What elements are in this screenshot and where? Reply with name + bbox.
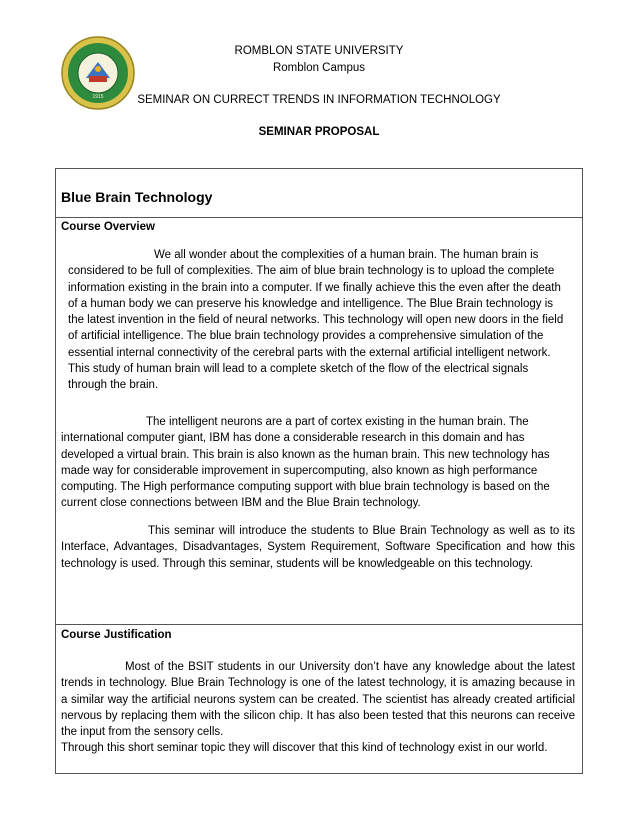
campus-name: Romblon Campus — [272, 62, 366, 74]
justification-paragraph: Most of the BSIT students in our University don’t have any knowledge about the latest trends in technology. Blue Brain Technology is one of the latest technology, it is amazing because in a similar way the artificial neurons system can be created. The scientist has already created artificial nervous by replacing them with the silicon chip. It has also been tested that this neurons can receive the input from the sensory cells. Through this short seminar topic they will discover that this kind of technology exist in our world. — [61, 661, 575, 755]
course-overview-heading: Course Overview — [61, 221, 155, 233]
course-overview-section — [56, 218, 582, 625]
document-type: SEMINAR PROPOSAL — [258, 126, 380, 138]
overview-paragraph-2: The intelligent neurons are a part of cortex existing in the human brain. The international computer giant, IBM has done a considerable research in this domain and has developed a virtual brain. This brain is also known as the human brain. This new technology has made way for considerable improvement in supercomputing, also known as high performance computing. The High performance computing support with blue brain technology is based on the current close connections between IBM and the Blue Brain technology. — [61, 416, 550, 510]
logo-year: 1915 — [92, 94, 104, 100]
course-justification-heading: Course Justification — [61, 629, 172, 641]
course-justification-section — [56, 625, 582, 774]
proposal-table — [55, 168, 583, 774]
proposal-title: Blue Brain Technology — [61, 189, 213, 205]
title-row — [56, 169, 582, 218]
overview-paragraph-1: We all wonder about the complexities of a human brain. The human brain is considered to be full of complexities. The aim of blue brain technology is to upload the complete information existing in the brain into a computer. If we finally achieve this the even after the death of a human body we can preserve his knowledge and intelligence. The Blue Brain technology is the latest invention in the field of neural networks. This technology will open new doors in the field of artificial intelligence. The blue brain technology provides a comprehensive simulation of the essential internal connectivity of the cerebral parts with the external artificial intelligent network. This study of human brain will lead to a complete sketch of the flow of the electrical signals through the brain. — [68, 249, 564, 392]
university-name: ROMBLON STATE UNIVERSITY — [234, 45, 404, 57]
overview-paragraph-3: This seminar will introduce the students to Blue Brain Technology as well as to its Interface, Advantages, Disadvantages, System Requirement, Software Specification and how this technology is used. Through this seminar, students will be knowledgeable on this technology. — [61, 525, 575, 570]
seminar-name: SEMINAR ON CURRECT TRENDS IN INFORMATION TECHNOLOGY — [137, 94, 501, 106]
